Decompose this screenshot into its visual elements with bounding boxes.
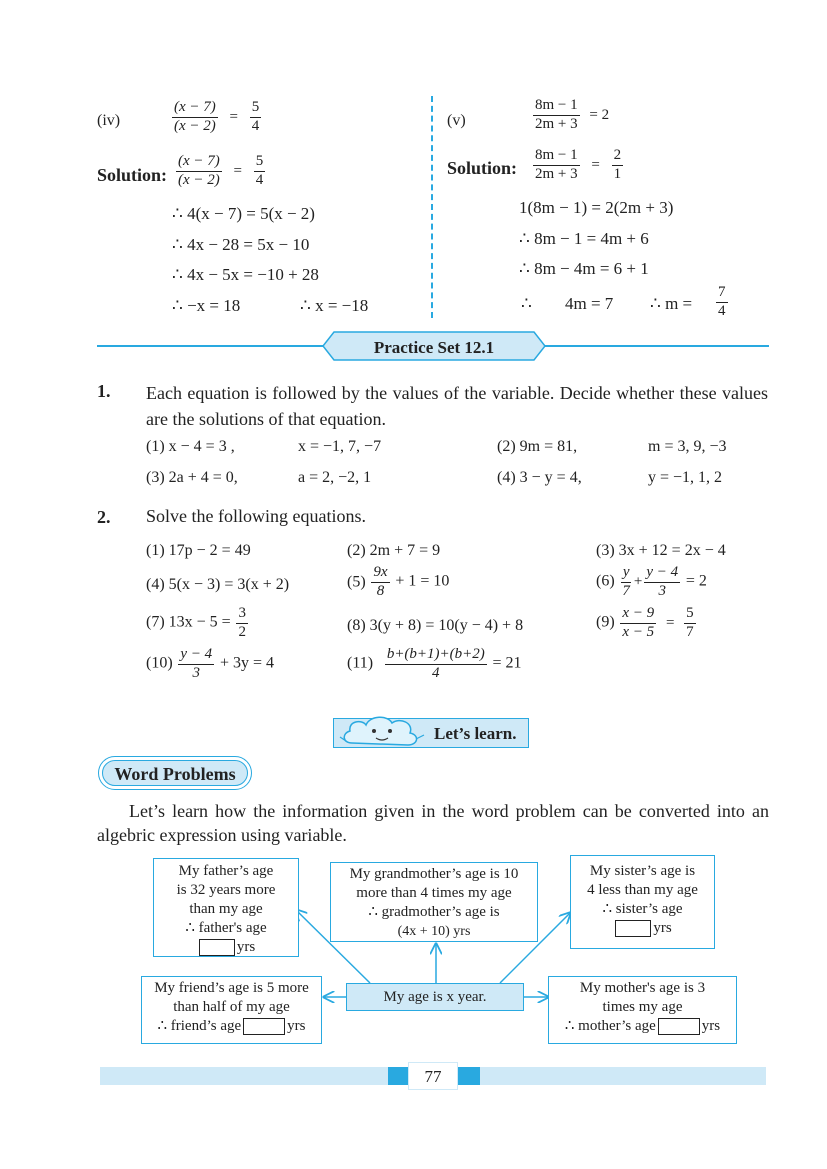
v-sol-num: 8m − 1	[533, 148, 580, 166]
v-eq-den: 2m + 3	[535, 115, 578, 132]
grandmother-age-box	[330, 862, 538, 942]
v-step-5: 4m = 7	[565, 294, 614, 313]
practice-set-title: Practice Set 12.1	[373, 338, 495, 357]
sister-line-1: My sister’s age is	[589, 863, 696, 879]
friend-line-2: than half of my age	[173, 999, 290, 1015]
q2-eq-6-d2: 3	[658, 582, 667, 599]
q2-eq-11-label: (11)	[347, 654, 374, 672]
v-step-6: ∴ m =	[650, 294, 693, 313]
father-line-4: ∴ father's age	[185, 920, 267, 936]
q2-eq-5-num: 9x	[371, 565, 389, 583]
q2-eq-7-num: 3	[236, 606, 248, 624]
father-answer-blank[interactable]	[199, 939, 235, 956]
mother-yrs: yrs	[701, 1018, 721, 1034]
sister-line-3: ∴ sister’s age	[602, 901, 683, 917]
friend-yrs: yrs	[287, 1018, 306, 1034]
mother-answer-blank[interactable]	[658, 1018, 700, 1035]
q2-eq-11-den: 4	[432, 664, 440, 681]
q2-eq-2: (2) 2m + 7 = 9	[347, 542, 441, 559]
page-number: 77	[408, 1062, 458, 1090]
q2-eq-9-rden: 7	[686, 623, 694, 640]
grandmother-line-3: ∴ gradmother’s age is	[368, 904, 500, 920]
father-line-5	[154, 938, 298, 957]
q2-eq-6: (6) $\frac{y}{7}$ + $\frac{y - 4}{3}$ = 2	[596, 564, 707, 599]
father-line-2: is 32 years more	[176, 882, 276, 898]
q2-eq-10-num: y − 4	[178, 647, 214, 665]
q2-eq-4: (4) 5(x − 3) = 3(x + 2)	[146, 576, 290, 593]
q2-eq-9-rnum: 5	[684, 606, 696, 624]
friend-answer-blank[interactable]	[243, 1018, 285, 1035]
v-eq-rhs: = 2	[589, 106, 610, 123]
sister-yrs: yrs	[653, 920, 672, 936]
q2-eq-5-rest: + 1 = 10	[395, 572, 450, 590]
q2-eq-5-den: 8	[376, 582, 385, 599]
q1-item-2-vals: m = 3, 9, −3	[648, 438, 727, 455]
v-final-den: 4	[718, 302, 726, 319]
q2-eq-11-num: b+(b+1)+(b+2)	[385, 647, 487, 665]
item-v-label: (v)	[447, 112, 466, 129]
q1-item-2-eq: (2) 9m = 81,	[497, 438, 578, 455]
sister-answer-blank[interactable]	[615, 920, 651, 937]
q1-number: 1.	[97, 381, 111, 401]
iv-sol-den: (x − 2)	[178, 171, 220, 188]
father-age-box	[153, 858, 299, 957]
v-sol-rhs-num: 2	[612, 148, 624, 166]
q2-eq-10-rest: + 3y = 4	[219, 654, 274, 672]
sister-line-4	[571, 919, 714, 938]
q2-eq-6-n2: y − 4	[644, 565, 680, 583]
iv-eq-rhs-num: 5	[250, 100, 262, 118]
sister-line-2: 4 less than my age	[587, 882, 698, 898]
father-yrs: yrs	[236, 939, 256, 955]
v-sol-sign: =	[591, 156, 600, 173]
v-sol-rhs-den: 1	[613, 165, 622, 182]
grandmother-line-2: more than 4 times my age	[356, 885, 512, 901]
q2-eq-9-num: x − 9	[620, 606, 656, 624]
iv-solution-label: Solution:	[97, 165, 168, 185]
q1-item-1-eq: (1) x − 4 = 3 ,	[146, 438, 235, 455]
q2-eq-6-label: (6)	[596, 572, 615, 590]
q2-eq-7-den: 2	[238, 623, 246, 640]
iv-step-4: ∴ −x = 18	[172, 296, 241, 315]
v-step-1: 1(8m − 1) = 2(2m + 3)	[519, 198, 674, 217]
iv-step-3: ∴ 4x − 5x = −10 + 28	[172, 265, 319, 284]
friend-line-1: My friend’s age is 5 more	[154, 980, 309, 996]
iv-sol-num: (x − 7)	[176, 154, 222, 172]
v-step-3: ∴ 8m − 4m = 6 + 1	[519, 259, 649, 278]
item-iv-label: (iv)	[97, 112, 121, 129]
v-solution-label: Solution:	[447, 158, 518, 178]
q1-item-3-eq: (3) 2a + 4 = 0,	[146, 469, 238, 486]
q2-eq-8: (8) 3(y + 8) = 10(y − 4) + 8	[347, 617, 524, 634]
q2-eq-6-rest: = 2	[685, 572, 707, 590]
q2-eq-9-sign: =	[665, 614, 675, 631]
q1-item-4-vals: y = −1, 1, 2	[648, 469, 723, 486]
v-step-2: ∴ 8m − 1 = 4m + 6	[519, 229, 649, 248]
q2-eq-9-label: (9)	[596, 613, 615, 631]
mother-line-1: My mother's age is 3	[579, 980, 706, 996]
v-sol-den: 2m + 3	[535, 165, 578, 182]
q2-text: Solve the following equations.	[146, 506, 366, 526]
friend-line-3-text: ∴ friend’s age	[157, 1018, 242, 1034]
mother-line-3-text: ∴ mother’s age	[564, 1018, 656, 1034]
q2-eq-1: (1) 17p − 2 = 49	[146, 542, 251, 559]
iv-step-5: ∴ x = −18	[300, 296, 369, 315]
v-eq-num: 8m − 1	[533, 98, 580, 116]
iv-step-2: ∴ 4x − 28 = 5x − 10	[172, 235, 310, 254]
q2-eq-10-label: (10)	[146, 654, 173, 672]
sister-age-box	[570, 855, 715, 949]
iv-sol-rhs-den: 4	[255, 171, 264, 188]
word-problems-heading: Word Problems	[102, 760, 248, 786]
v-final-num: 7	[716, 285, 728, 303]
v-step-4: ∴	[521, 294, 532, 313]
iv-sol-rhs-num: 5	[254, 154, 266, 172]
lets-learn-label: Let’s learn.	[434, 724, 517, 743]
iv-eq-den: (x − 2)	[174, 117, 216, 134]
father-line-1: My father’s age	[178, 863, 274, 879]
q2-eq-6-n1: y	[621, 565, 632, 583]
q2-eq-9-den: x − 5	[622, 623, 655, 640]
iv-eq-sign: =	[229, 108, 238, 125]
father-line-3: than my age	[189, 901, 263, 917]
grandmother-line-1: My grandmother’s age is 10	[349, 866, 519, 882]
q2-eq-10-den: 3	[192, 664, 201, 681]
word-problems-intro: Let’s learn how the information given in the word problem can be converted into an algebric expression using variable.	[97, 801, 769, 845]
iv-eq-num: (x − 7)	[172, 100, 218, 118]
iv-eq-rhs-den: 4	[251, 117, 260, 134]
q2-eq-7-label: (7) 13x − 5 =	[146, 613, 231, 631]
q2-eq-5-label: (5)	[347, 573, 366, 591]
my-age-box: My age is x year.	[346, 983, 524, 1011]
friend-line-3	[142, 1017, 321, 1036]
q1-text: Each equation is followed by the values of the variable. Decide whether these values are the solutions of that equation.	[146, 383, 768, 429]
mother-line-2: times my age	[602, 999, 683, 1015]
q2-eq-6-d1: 7	[622, 582, 630, 599]
mother-line-3	[549, 1017, 736, 1036]
mother-age-box	[548, 976, 737, 1044]
q1-item-3-vals: a = 2, −2, 1	[298, 469, 372, 486]
q2-eq-3: (3) 3x + 12 = 2x − 4	[596, 542, 726, 559]
grandmother-line-4: (4x + 10) yrs	[397, 924, 471, 939]
q1-item-1-vals: x = −1, 7, −7	[298, 438, 382, 455]
friend-age-box	[141, 976, 322, 1044]
q2-eq-11-rest: = 21	[492, 654, 522, 672]
q1-item-4-eq: (4) 3 − y = 4,	[497, 469, 582, 486]
q2-number: 2.	[97, 507, 111, 527]
iv-sol-sign: =	[233, 162, 242, 179]
iv-step-1: ∴ 4(x − 7) = 5(x − 2)	[172, 204, 315, 223]
